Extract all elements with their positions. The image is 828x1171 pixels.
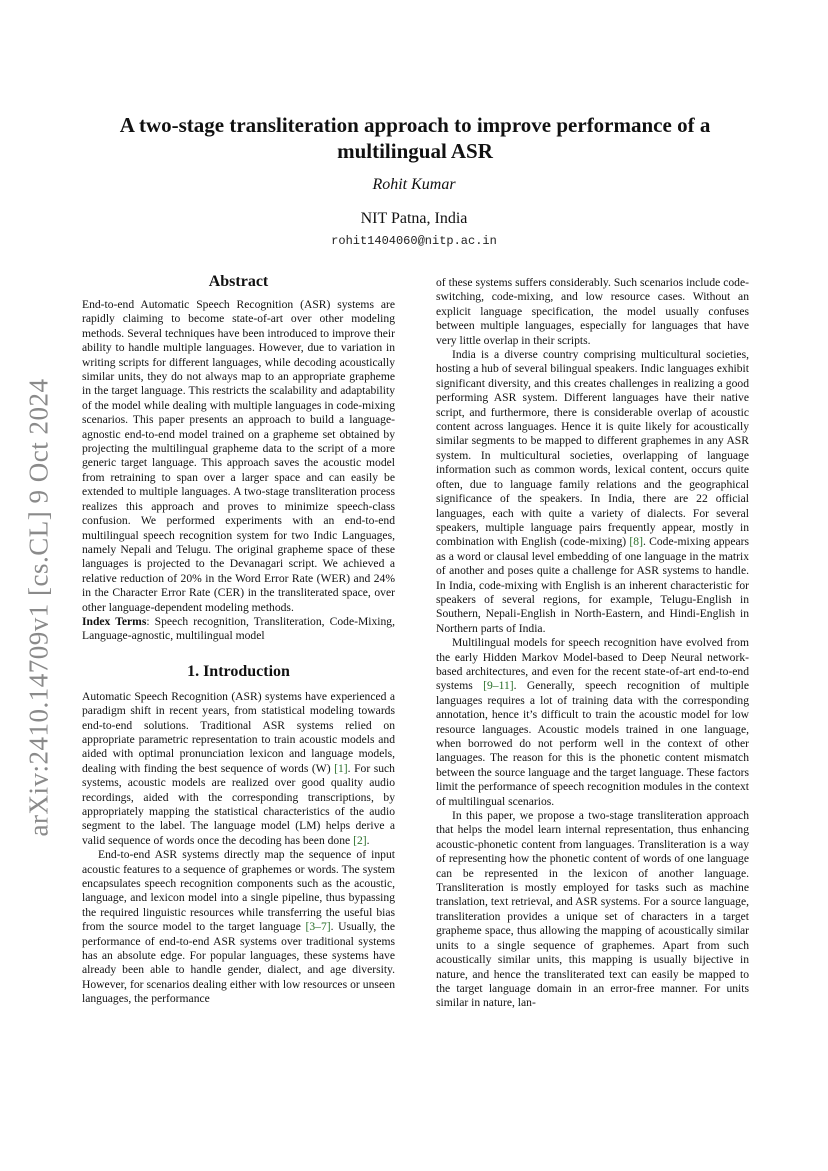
- intro-paragraph-3: India is a diverse country comprising multicultural societies, hosting a hub of several bilingual speakers. Indic languages exhibit significant diversity, and this creates challenges in realizing a good performing ASR system. Different languages have their native script, and furthermore, there is considerable overlap of acoustic content across languages. Hence it is quite likely for acoustically similar segments to be mapped to different graphemes in any ASR system. In multicultural societies, overlapping of language information such as common words, lexical content, occurs quite often, due to language family relations and the geographical significance of the speakers. In India, there are 22 official languages, each with quite a variety of dialects. For several speakers, multiple language pairs frequently appear, mostly in combination with English (code-mixing) [8]. Code-mixing appears as a word or clausal level embedding of one language in the matrix of another and poses quite a challenge for ASR systems to handle. In India, code-mixing with English is an inherent characteristic for speakers of several regions, for example, Telugu-English in Southern, Nepali-English in North-Eastern, and Hindi-English in Northern parts of India.: [436, 348, 749, 635]
- index-terms: [82, 615, 395, 644]
- author-name: Rohit Kumar: [372, 176, 456, 193]
- index-terms-label: Index Terms: [82, 614, 147, 628]
- citation-link[interactable]: [1]: [334, 761, 348, 775]
- citation-link[interactable]: [9–11]: [483, 679, 514, 693]
- arxiv-sidebar: [24, 375, 54, 840]
- arxiv-identifier: arXiv:2410.14709v1 [cs.CL] 9 Oct 2024: [23, 378, 54, 837]
- paper-title: A two-stage transliteration approach to improve performance of a multilingual ASR: [119, 113, 711, 163]
- intro-paragraph-5: In this paper, we propose a two-stage transliteration approach that helps the model learn internal representation, thus enhancing acoustic-phonetic content from languages. Transliteration is a way of representing how the phonetic content of words of one language can be represented in the lexicon of another language. Transliteration is mostly employed for tasks such as machine translation, text retrieval, and ASR systems. For a source language, transliteration provides a unique set of characters in a target grapheme space, thus allowing the mapping of acoustically similar units to a single sequence of graphemes. Apart from such acoustically similar units, this mapping is usually bijective in nature, and hence the transliterated text can easily be mapped to the target language domain in an error-free manner. For units similar in nature, lan-: [436, 809, 749, 1010]
- index-terms-list: : Speech recognition, Transliteration, Code-Mixing, Language-agnostic, multilingual model: [82, 614, 395, 643]
- intro-paragraph-2-cont: of these systems suffers considerably. Such scenarios include code-switching, code-mixing, and low resource cases. Without an explicit language specification, the model usually confuses between multiple languages, especially for languages that have very little overlap in their scripts.: [436, 276, 749, 347]
- abstract-text: End-to-end Automatic Speech Recognition (ASR) systems are rapidly claiming to become state-of-art over other modeling methods. Several techniques have been introduced to improve their ability to handle multiple languages. However, due to variation in writing scripts for different languages, while decoding acoustically similar units, they do not always map to an appropriate grapheme in the target language. This restricts the scalability and adaptability of the model while dealing with multiple languages in code-mixing scenarios. This paper presents an approach to build a language-agnostic end-to-end model trained on a grapheme set obtained by projecting the multilingual grapheme data to the script of a more generic target language. This approach saves the acoustic model from retraining to span over a larger space and can easily be extended to multiple languages. A two-stage transliteration process realizes this approach and proves to minimize speech-class confusion. We performed experiments with an end-to-end multilingual speech recognition system for two Indic Languages, namely Nepali and Telugu. The original grapheme space of these languages is projected to the Devanagari script. We achieved a relative reduction of 20% in the Word Error Rate (WER) and 24% in the Character Error Rate (CER) in the transliterated space, over other language-dependent modeling methods.: [82, 298, 395, 614]
- citation-link[interactable]: [2]: [353, 833, 367, 847]
- intro-paragraph-4: Multilingual models for speech recognition have evolved from the early Hidden Markov Model-based to Deep Neural network-based architectures, and even for the recent state-of-art end-to-end systems [9–11]. Generally, speech recognition of multiple languages requires a lot of training data with the corresponding annotation, hence it’s difficult to train the acoustic model for low resource languages. Acoustic models trained in one language, when borrowed do not perform well in the context of other languages. The reason for this is the phonetic content mismatch between the source language and the target language. These factors limit the performance of speech recognition modules in the context of multilingual scenarios.: [436, 636, 749, 808]
- abstract-heading: Abstract: [208, 273, 269, 290]
- citation-link[interactable]: [8]: [629, 535, 643, 549]
- right-column: [436, 276, 749, 1011]
- intro-paragraph-2: End-to-end ASR systems directly map the sequence of input acoustic features to a sequence of graphemes or words. The system encapsulates speech recognition components such as the acoustic, language, and lexicon model into a single pipeline, thus bypassing the required linguistic resources while transferring the useful bias from the source model to the target language [3–7]. Usually, the performance of end-to-end ASR systems over traditional systems has an absolute edge. For popular languages, these systems have already been able to handle gender, dialect, and age diversity. However, for scenarios dealing either with low resources or unseen languages, the performance: [82, 848, 395, 1006]
- citation-link[interactable]: [3–7]: [305, 920, 331, 934]
- author-affiliation: NIT Patna, India: [360, 210, 468, 227]
- left-column: [82, 272, 395, 1007]
- introduction-heading: 1. Introduction: [187, 662, 290, 680]
- intro-paragraph-1: Automatic Speech Recognition (ASR) systems have experienced a paradigm shift in recent years, from statistical modeling towards end-to-end solutions. Traditional ASR systems relied on appropriate parametric representation to train acoustic models and aided with optimal pronunciation lexicon and language models, dealing with finding the best sequence of words (W) [1]. For such systems, acoustic models are realized over good quality audio recordings, aided with the corresponding transcriptions, by appropriately mapping the statistical characteristics of the audio segment to the label. The language model (LM) helps derive a valid sequence of words once the decoding has been done [2].: [82, 689, 395, 847]
- author-email: rohit1404060@nitp.ac.in: [331, 234, 497, 248]
